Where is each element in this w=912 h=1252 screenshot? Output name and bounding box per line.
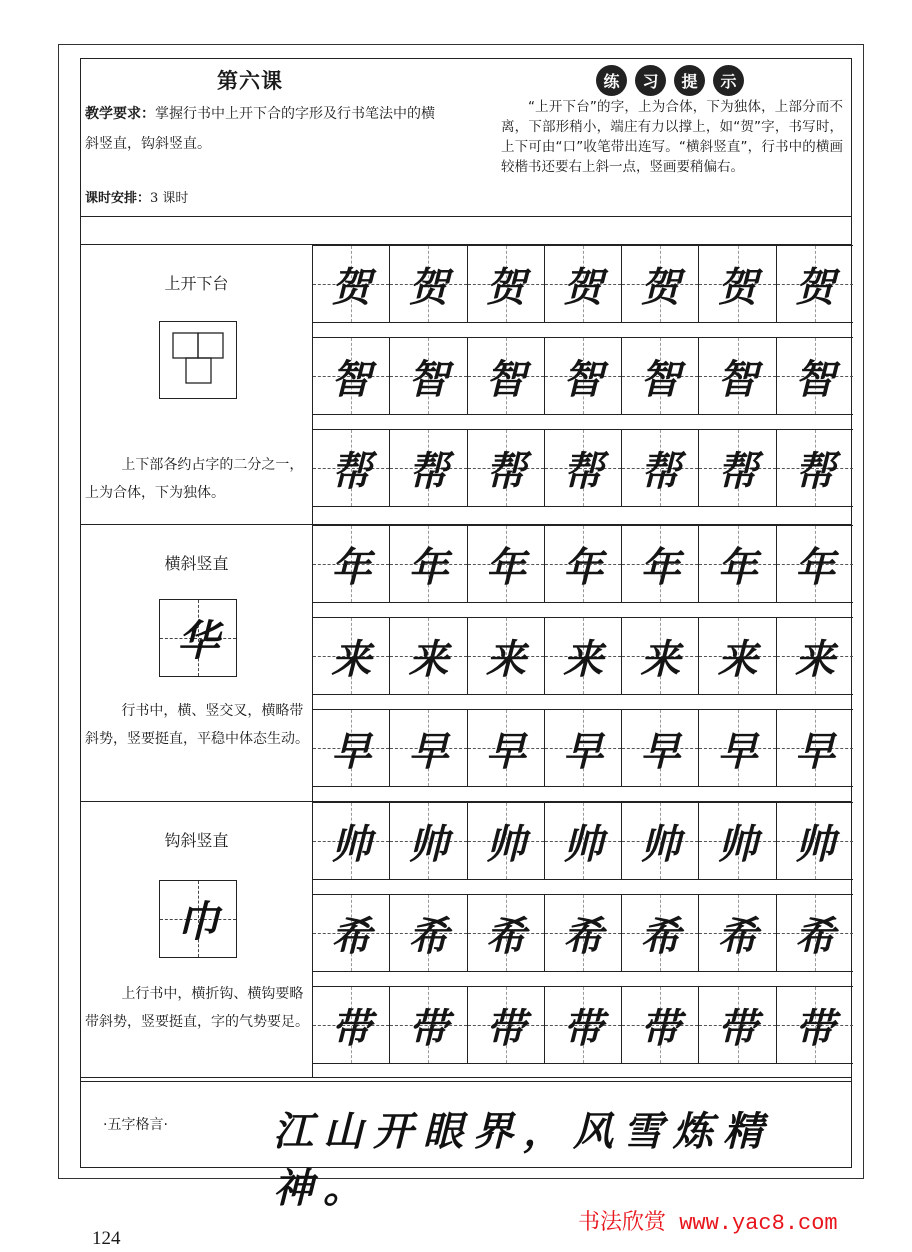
practice-glyph: 帅 (408, 820, 449, 868)
practice-cell (313, 803, 390, 879)
practice-cell (777, 803, 853, 879)
practice-grid (313, 245, 853, 524)
motto-text: 江山开眼界，风雪炼精神。 (273, 1108, 773, 1212)
practice-cell (468, 338, 545, 414)
practice-glyph: 来 (717, 635, 758, 683)
practice-glyph: 贺 (408, 263, 449, 311)
practice-glyph: 来 (485, 635, 526, 683)
practice-cell (622, 430, 699, 506)
section-info (81, 245, 313, 524)
practice-cell (622, 338, 699, 414)
practice-glyph: 带 (640, 1004, 681, 1052)
practice-cell (545, 430, 622, 506)
practice-glyph: 带 (717, 1004, 758, 1052)
practice-glyph: 年 (794, 543, 835, 591)
practice-cell (777, 338, 853, 414)
practice-row (313, 429, 853, 507)
practice-cell (313, 246, 390, 322)
practice-cell (313, 430, 390, 506)
practice-row (313, 709, 853, 787)
practice-row (313, 802, 853, 880)
tips-badge: 练 (596, 65, 627, 96)
section-description: 上下部各约占字的二分之一，上为合体，下为独体。 (85, 457, 304, 501)
practice-cell (699, 618, 776, 694)
practice-glyph: 带 (331, 1004, 372, 1052)
practice-cell (390, 526, 467, 602)
practice-cell (390, 338, 467, 414)
practice-row (313, 525, 853, 603)
practice-glyph: 贺 (331, 263, 372, 311)
example-char: 华 (176, 616, 219, 665)
practice-cell (468, 987, 545, 1063)
practice-row (313, 617, 853, 695)
practice-glyph: 贺 (717, 263, 758, 311)
practice-cell (699, 526, 776, 602)
practice-glyph: 早 (717, 727, 758, 775)
practice-cell (390, 618, 467, 694)
watermark: 书法欣赏 www.yac8.com (578, 1211, 838, 1236)
practice-cell (313, 895, 390, 971)
practice-grid (313, 525, 853, 801)
practice-grid (313, 802, 853, 1077)
practice-glyph: 帮 (640, 447, 681, 495)
practice-glyph: 希 (485, 912, 526, 960)
practice-glyph: 来 (331, 635, 372, 683)
section-description: 上行书中，横折钩、横钩要略带斜势，竖要挺直，字的气势要足。 (85, 986, 309, 1030)
practice-cell (468, 895, 545, 971)
practice-cell (545, 246, 622, 322)
practice-glyph: 早 (640, 727, 681, 775)
class-schedule (85, 187, 188, 206)
practice-glyph: 来 (794, 635, 835, 683)
practice-cell (699, 987, 776, 1063)
practice-cell (468, 803, 545, 879)
practice-cell (468, 618, 545, 694)
practice-cell (699, 895, 776, 971)
practice-cell (699, 246, 776, 322)
practice-glyph: 贺 (640, 263, 681, 311)
practice-glyph: 希 (408, 912, 449, 960)
practice-cell (777, 987, 853, 1063)
practice-glyph: 年 (485, 543, 526, 591)
practice-glyph: 帮 (717, 447, 758, 495)
requirement-label: 教学要求： (85, 106, 155, 122)
section-gou-xie-shu-zhi (81, 802, 851, 1078)
practice-glyph: 年 (562, 543, 603, 591)
tips-badge: 示 (713, 65, 744, 96)
practice-cell (390, 246, 467, 322)
practice-glyph: 智 (717, 355, 758, 403)
practice-row (313, 245, 853, 323)
top-open-bottom-closed-diagram-icon (160, 322, 236, 398)
practice-glyph: 贺 (794, 263, 835, 311)
page-number: 124 (92, 1228, 121, 1249)
practice-cell (777, 246, 853, 322)
practice-cell (313, 526, 390, 602)
practice-cell (545, 803, 622, 879)
section-title: 横斜竖直 (164, 554, 229, 573)
practice-glyph: 智 (640, 355, 681, 403)
practice-glyph: 年 (640, 543, 681, 591)
practice-cell (390, 987, 467, 1063)
practice-cell (468, 710, 545, 786)
separator-band (81, 217, 851, 245)
practice-glyph: 年 (717, 543, 758, 591)
section-info (81, 525, 313, 801)
practice-glyph: 希 (331, 912, 372, 960)
practice-glyph: 帮 (331, 447, 372, 495)
schedule-label: 课时安排： (85, 191, 151, 206)
practice-glyph: 早 (408, 727, 449, 775)
practice-glyph: 希 (640, 912, 681, 960)
section-info (81, 802, 313, 1077)
practice-cell (622, 895, 699, 971)
practice-glyph: 贺 (562, 263, 603, 311)
practice-cell (622, 526, 699, 602)
practice-cell (699, 430, 776, 506)
requirement-text: 掌握行书中上开下合的字形及行书笔法中的横斜竖直，钩斜竖直。 (85, 106, 435, 152)
practice-cell (545, 618, 622, 694)
practice-cell (699, 803, 776, 879)
lesson-header (81, 59, 851, 217)
example-char: 巾 (176, 897, 219, 946)
practice-glyph: 年 (331, 543, 372, 591)
structure-diagram (159, 321, 237, 399)
practice-cell (777, 895, 853, 971)
practice-cell (545, 526, 622, 602)
practice-cell (622, 987, 699, 1063)
practice-cell (622, 803, 699, 879)
practice-cell (468, 430, 545, 506)
practice-cell (313, 338, 390, 414)
tips-badge: 习 (635, 65, 666, 96)
practice-row (313, 894, 853, 972)
practice-cell (468, 246, 545, 322)
practice-glyph: 来 (562, 635, 603, 683)
practice-glyph: 带 (485, 1004, 526, 1052)
practice-glyph: 帮 (408, 447, 449, 495)
practice-cell (313, 710, 390, 786)
practice-cell (468, 526, 545, 602)
practice-glyph: 帅 (562, 820, 603, 868)
practice-glyph: 早 (485, 727, 526, 775)
lesson-page (80, 58, 852, 1212)
practice-cell (699, 338, 776, 414)
practice-cell (390, 803, 467, 879)
practice-cell (390, 430, 467, 506)
section-title: 钩斜竖直 (164, 831, 229, 850)
practice-glyph: 带 (408, 1004, 449, 1052)
practice-tips-text: “上开下台”的字，上为合体，下为独体，上部分而不离，下部形稍小，端庄有力以撑上，如“贺”字，书写时，上下可由“口”收笔带出连写。“横斜竖直”，行书中的横画较楷书还要右上斜一点，竖画要稍偏右。 (501, 99, 843, 175)
practice-glyph: 带 (562, 1004, 603, 1052)
practice-glyph: 贺 (485, 263, 526, 311)
practice-glyph: 智 (408, 355, 449, 403)
practice-glyph: 早 (562, 727, 603, 775)
practice-cell (777, 618, 853, 694)
practice-glyph: 希 (794, 912, 835, 960)
practice-glyph: 希 (562, 912, 603, 960)
practice-cell (545, 710, 622, 786)
practice-glyph: 早 (331, 727, 372, 775)
practice-glyph: 帮 (794, 447, 835, 495)
practice-glyph: 帅 (485, 820, 526, 868)
practice-glyph: 智 (485, 355, 526, 403)
practice-row (313, 337, 853, 415)
section-description: 行书中，横、竖交叉，横略带斜势，竖要挺直，平稳中体态生动。 (85, 703, 309, 747)
practice-glyph: 来 (408, 635, 449, 683)
tips-badge: 提 (674, 65, 705, 96)
practice-glyph: 希 (717, 912, 758, 960)
practice-cell (390, 710, 467, 786)
practice-glyph: 来 (640, 635, 681, 683)
practice-glyph: 智 (794, 355, 835, 403)
practice-glyph: 帅 (794, 820, 835, 868)
practice-glyph: 帅 (331, 820, 372, 868)
schedule-value: 3 课时 (150, 191, 189, 206)
practice-cell (699, 710, 776, 786)
practice-glyph: 带 (794, 1004, 835, 1052)
practice-glyph: 帅 (640, 820, 681, 868)
practice-row (313, 986, 853, 1064)
practice-cell (390, 895, 467, 971)
practice-cell (777, 710, 853, 786)
practice-cell (545, 338, 622, 414)
practice-glyph: 智 (331, 355, 372, 403)
section-title: 上开下台 (164, 274, 229, 293)
practice-cell (777, 526, 853, 602)
practice-glyph: 帮 (485, 447, 526, 495)
practice-cell (545, 895, 622, 971)
practice-glyph: 年 (408, 543, 449, 591)
section-shang-kai-xia-tai (81, 245, 851, 525)
practice-glyph: 早 (794, 727, 835, 775)
practice-cell (622, 246, 699, 322)
practice-cell (622, 710, 699, 786)
motto-label: ·五字格言· (103, 1117, 168, 1133)
practice-glyph: 帅 (717, 820, 758, 868)
section-heng-xie-shu-zhi (81, 525, 851, 802)
five-character-motto (81, 1081, 851, 1212)
practice-glyph: 帮 (562, 447, 603, 495)
practice-glyph: 智 (562, 355, 603, 403)
practice-cell (313, 987, 390, 1063)
lesson-title: 第六课 (217, 69, 283, 93)
example-char-box (159, 880, 237, 958)
teaching-requirement (85, 99, 445, 159)
practice-cell (777, 430, 853, 506)
practice-cell (622, 618, 699, 694)
example-char-box (159, 599, 237, 677)
practice-cell (545, 987, 622, 1063)
practice-tips-heading (596, 65, 744, 96)
practice-cell (313, 618, 390, 694)
